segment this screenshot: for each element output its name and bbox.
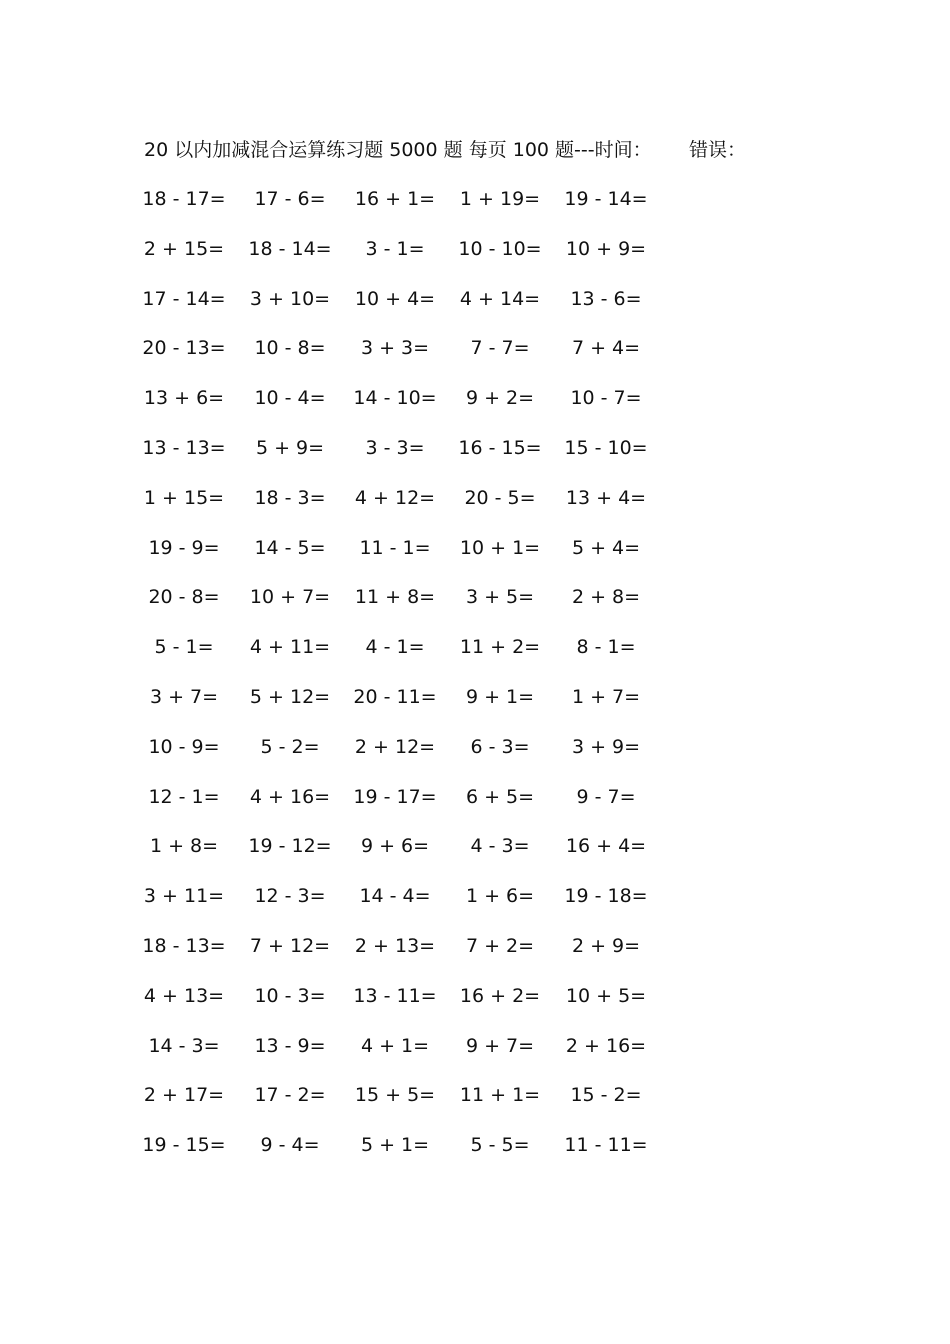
problem-item: 19 - 14= (564, 188, 648, 210)
problem-item: 2 + 9= (571, 934, 641, 957)
problem-item: 10 + 7= (249, 586, 331, 609)
problem-item: 3 + 10= (249, 287, 331, 310)
errors-label: 错误： (689, 139, 747, 161)
problem-item: 7 - 7= (470, 337, 530, 360)
problem-item: 1 + 19= (459, 188, 541, 210)
problem-item: 15 - 2= (570, 1084, 642, 1107)
problem-item: 10 - 4= (254, 387, 326, 410)
problem-item: 14 - 5= (254, 536, 326, 559)
problem-row (0, 982, 950, 1032)
problem-item: 7 + 2= (465, 934, 535, 957)
problem-item: 19 - 17= (353, 785, 437, 808)
problem-item: 9 + 6= (360, 835, 430, 858)
problem-row (0, 384, 950, 434)
problem-item: 10 - 10= (458, 237, 542, 260)
problem-item: 10 - 8= (254, 337, 326, 360)
problem-item: 1 + 8= (149, 835, 219, 858)
problem-item: 14 - 4= (359, 885, 431, 908)
problem-row (0, 235, 950, 285)
problem-item: 6 + 5= (465, 785, 535, 808)
problem-item: 3 + 11= (143, 885, 225, 908)
problem-row (0, 783, 950, 833)
problem-item: 3 + 5= (465, 586, 535, 609)
problem-item: 11 - 1= (359, 536, 431, 559)
problem-row (0, 932, 950, 982)
problem-item: 2 + 8= (571, 586, 641, 609)
problem-item: 1 + 6= (465, 885, 535, 908)
problem-item: 1 + 7= (571, 685, 641, 708)
problem-item: 20 - 13= (142, 337, 226, 360)
problem-item: 18 - 17= (142, 188, 226, 210)
problem-item: 11 - 11= (564, 1134, 648, 1157)
problem-item: 9 - 4= (260, 1134, 320, 1157)
problem-item: 15 - 10= (564, 436, 648, 459)
problem-item: 5 + 1= (360, 1134, 430, 1157)
problem-item: 4 + 11= (249, 636, 331, 659)
problem-item: 11 + 1= (459, 1084, 541, 1107)
problem-item: 4 + 12= (354, 486, 436, 509)
problem-item: 9 + 1= (465, 685, 535, 708)
problem-item: 5 - 2= (260, 735, 320, 758)
problem-item: 20 - 5= (464, 486, 536, 509)
problem-item: 16 + 4= (565, 835, 647, 858)
problem-item: 2 + 16= (565, 1034, 647, 1057)
problem-row (0, 583, 950, 633)
problem-item: 7 + 12= (249, 934, 331, 957)
problem-item: 3 + 9= (571, 735, 641, 758)
problem-item: 19 - 9= (148, 536, 220, 559)
problem-item: 17 - 2= (254, 1084, 326, 1107)
problem-item: 16 - 15= (458, 436, 542, 459)
problem-item: 10 - 9= (148, 735, 220, 758)
problem-item: 9 + 2= (465, 387, 535, 410)
problem-item: 18 - 13= (142, 934, 226, 957)
problem-item: 7 + 4= (571, 337, 641, 360)
problem-row (0, 534, 950, 584)
problem-item: 11 + 2= (459, 636, 541, 659)
problem-item: 19 - 12= (248, 835, 332, 858)
problem-item: 5 + 4= (571, 536, 641, 559)
problem-item: 4 + 13= (143, 984, 225, 1007)
problem-item: 13 - 9= (254, 1034, 326, 1057)
problem-row (0, 683, 950, 733)
problem-item: 9 - 7= (576, 785, 636, 808)
problem-item: 13 + 4= (565, 486, 647, 509)
problem-row (0, 882, 950, 932)
problem-item: 11 + 8= (354, 586, 436, 609)
problem-row (0, 334, 950, 384)
problem-item: 4 - 3= (470, 835, 530, 858)
problem-item: 18 - 14= (248, 237, 332, 260)
problem-item: 3 + 7= (149, 685, 219, 708)
problem-item: 2 + 15= (143, 237, 225, 260)
problem-row (0, 434, 950, 484)
problem-row (0, 1032, 950, 1082)
problem-item: 3 + 3= (360, 337, 430, 360)
problem-item: 4 + 16= (249, 785, 331, 808)
problem-item: 10 - 7= (570, 387, 642, 410)
problem-item: 9 + 7= (465, 1034, 535, 1057)
problem-item: 20 - 11= (353, 685, 437, 708)
worksheet-header (144, 136, 784, 164)
problem-item: 2 + 17= (143, 1084, 225, 1107)
problem-item: 13 - 6= (570, 287, 642, 310)
problem-row (0, 832, 950, 882)
problem-item: 4 + 1= (360, 1034, 430, 1057)
problem-item: 13 - 13= (142, 436, 226, 459)
problem-item: 5 + 12= (249, 685, 331, 708)
problem-grid (0, 185, 950, 1181)
problem-item: 13 - 11= (353, 984, 437, 1007)
problem-item: 2 + 13= (354, 934, 436, 957)
problem-row (0, 285, 950, 335)
problem-item: 12 - 1= (148, 785, 220, 808)
problem-item: 1 + 15= (143, 486, 225, 509)
problem-item: 20 - 8= (148, 586, 220, 609)
problem-row (0, 1081, 950, 1131)
problem-item: 5 - 1= (154, 636, 214, 659)
problem-item: 8 - 1= (576, 636, 636, 659)
problem-item: 16 + 1= (354, 188, 436, 210)
problem-item: 10 + 1= (459, 536, 541, 559)
problem-item: 10 + 9= (565, 237, 647, 260)
problem-item: 5 - 5= (470, 1134, 530, 1157)
problem-item: 19 - 15= (142, 1134, 226, 1157)
problem-item: 3 - 3= (365, 436, 425, 459)
problem-row (0, 633, 950, 683)
problem-item: 3 - 1= (365, 237, 425, 260)
problem-item: 14 - 3= (148, 1034, 220, 1057)
problem-item: 16 + 2= (459, 984, 541, 1007)
problem-row (0, 733, 950, 783)
problem-item: 4 - 1= (365, 636, 425, 659)
problem-item: 10 + 5= (565, 984, 647, 1007)
problem-item: 19 - 18= (564, 885, 648, 908)
problem-item: 4 + 14= (459, 287, 541, 310)
problem-item: 18 - 3= (254, 486, 326, 509)
problem-item: 14 - 10= (353, 387, 437, 410)
problem-item: 5 + 9= (255, 436, 325, 459)
problem-item: 6 - 3= (470, 735, 530, 758)
problem-item: 2 + 12= (354, 735, 436, 758)
problem-row (0, 1131, 950, 1181)
problem-item: 17 - 14= (142, 287, 226, 310)
problem-item: 10 + 4= (354, 287, 436, 310)
worksheet-title: 20 以内加减混合运算练习题 5000 题 每页 100 题---时间： (144, 139, 652, 161)
problem-row (0, 185, 950, 235)
problem-item: 10 - 3= (254, 984, 326, 1007)
problem-item: 12 - 3= (254, 885, 326, 908)
problem-row (0, 484, 950, 534)
problem-item: 17 - 6= (254, 188, 326, 210)
problem-item: 13 + 6= (143, 387, 225, 410)
problem-item: 15 + 5= (354, 1084, 436, 1107)
